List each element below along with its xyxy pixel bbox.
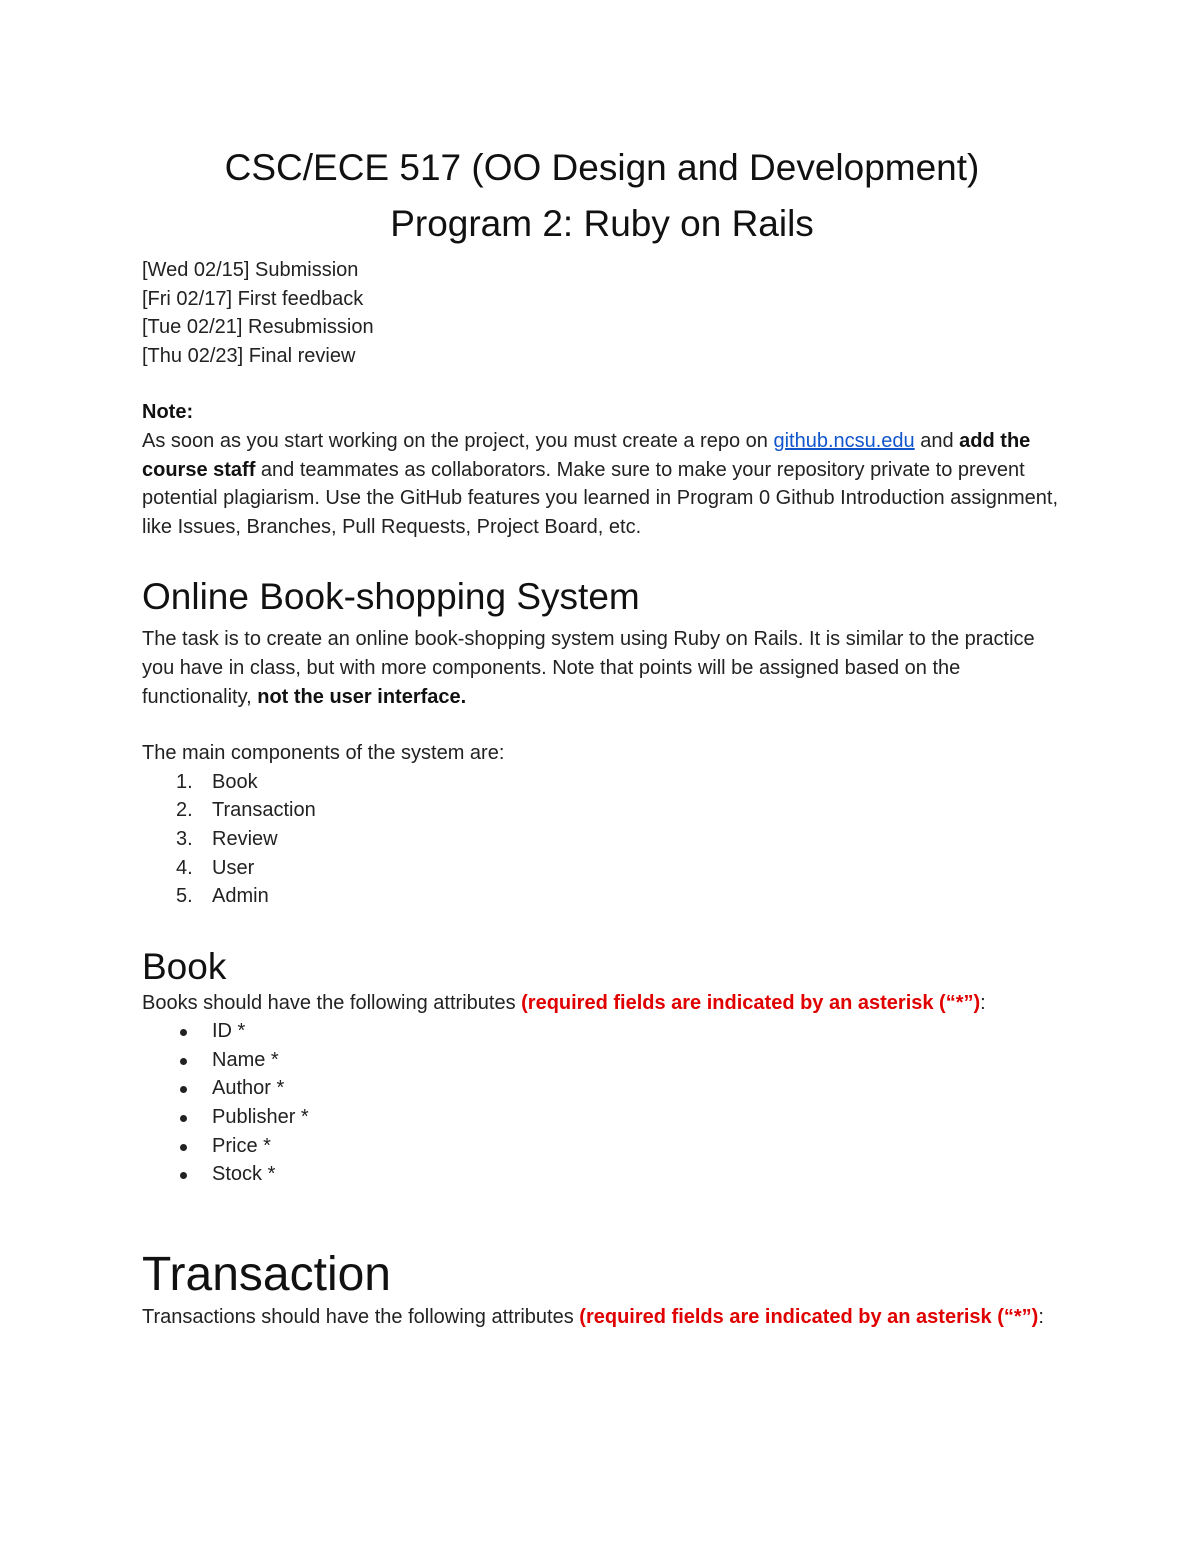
title-line-1: CSC/ECE 517 (OO Design and Development) bbox=[224, 147, 980, 188]
note-paragraph bbox=[142, 427, 1062, 541]
components-list bbox=[142, 768, 1062, 911]
attribute-label: ID * bbox=[212, 1020, 246, 1043]
list-item bbox=[142, 825, 1062, 854]
list-item bbox=[142, 1074, 1062, 1103]
book-heading: Book bbox=[142, 945, 227, 987]
attribute-label: Author * bbox=[212, 1077, 285, 1100]
document-page bbox=[142, 140, 1062, 1331]
note-text-rest: and teammates as collaborators. Make sure to make your repository private to prevent potential plagiarism. Use the GitHub features you learned in Program 0 Github Introduction assignment, like Issues, Branches, Pull Requests, Project Board, etc. bbox=[142, 458, 1059, 538]
list-number: 4. bbox=[176, 856, 193, 879]
list-item bbox=[142, 854, 1062, 883]
github-ncsu-link[interactable]: github.ncsu.edu bbox=[773, 429, 915, 452]
component-label: Book bbox=[212, 770, 258, 793]
attribute-label: Name * bbox=[212, 1048, 279, 1071]
component-label: User bbox=[212, 856, 255, 879]
book-intro-paragraph bbox=[142, 989, 1062, 1018]
note-label: Note: bbox=[142, 401, 194, 424]
attribute-label: Price * bbox=[212, 1134, 271, 1157]
transaction-intro-end: : bbox=[1038, 1305, 1044, 1328]
note-bold-text: add the course staff bbox=[142, 429, 1031, 481]
list-item bbox=[142, 1017, 1062, 1046]
transaction-intro-text: Transactions should have the following attributes bbox=[142, 1305, 580, 1328]
list-item bbox=[142, 1132, 1062, 1161]
date-item-resubmission: [Tue 02/21] Resubmission bbox=[142, 316, 374, 339]
list-number: 5. bbox=[176, 885, 193, 908]
system-intro-bold: not the user interface. bbox=[257, 685, 467, 708]
components-intro: The main components of the system are: bbox=[142, 742, 505, 765]
list-item bbox=[142, 882, 1062, 911]
list-item bbox=[142, 1046, 1062, 1075]
list-item bbox=[142, 796, 1062, 825]
book-intro-text: Books should have the following attributes bbox=[142, 991, 522, 1014]
list-item bbox=[142, 768, 1062, 797]
transaction-intro-paragraph bbox=[142, 1303, 1062, 1332]
bullet-icon bbox=[180, 1172, 187, 1179]
title-line-2: Program 2: Ruby on Rails bbox=[390, 203, 814, 244]
bullet-icon bbox=[180, 1144, 187, 1151]
list-number: 3. bbox=[176, 827, 193, 850]
book-intro-end: : bbox=[980, 991, 986, 1014]
component-label: Review bbox=[212, 827, 278, 850]
note-text-start: As soon as you start working on the project, you must create a repo on bbox=[142, 429, 774, 452]
system-intro-paragraph bbox=[142, 625, 1062, 711]
list-item bbox=[142, 1160, 1062, 1189]
transaction-heading: Transaction bbox=[142, 1247, 391, 1301]
book-attributes-list bbox=[142, 1017, 1062, 1189]
date-item-first-feedback: [Fri 02/17] First feedback bbox=[142, 287, 364, 310]
attribute-label: Stock * bbox=[212, 1163, 276, 1186]
list-item bbox=[142, 1103, 1062, 1132]
attribute-label: Publisher * bbox=[212, 1106, 309, 1129]
transaction-required-note: (required fields are indicated by an asterisk (“*”) bbox=[579, 1305, 1039, 1328]
schedule-dates bbox=[142, 256, 1062, 370]
date-item-submission: [Wed 02/15] Submission bbox=[142, 259, 359, 281]
bullet-icon bbox=[180, 1086, 187, 1093]
book-required-note: (required fields are indicated by an asterisk (“*”) bbox=[521, 991, 981, 1014]
date-item-final-review: [Thu 02/23] Final review bbox=[142, 344, 356, 367]
system-heading: Online Book-shopping System bbox=[142, 576, 640, 618]
bullet-icon bbox=[180, 1058, 187, 1065]
system-intro-text: The task is to create an online book-shopping system using Ruby on Rails. It is similar to the practice you have in class, but with more components. Note that points will be assigned based on the functionality, bbox=[142, 628, 1035, 708]
note-text-and: and bbox=[914, 429, 960, 452]
bullet-icon bbox=[180, 1115, 187, 1122]
bullet-icon bbox=[180, 1029, 187, 1036]
list-number: 2. bbox=[176, 799, 193, 822]
page-title bbox=[142, 140, 1062, 252]
component-label: Transaction bbox=[212, 799, 316, 822]
list-number: 1. bbox=[176, 770, 193, 793]
component-label: Admin bbox=[212, 885, 269, 908]
